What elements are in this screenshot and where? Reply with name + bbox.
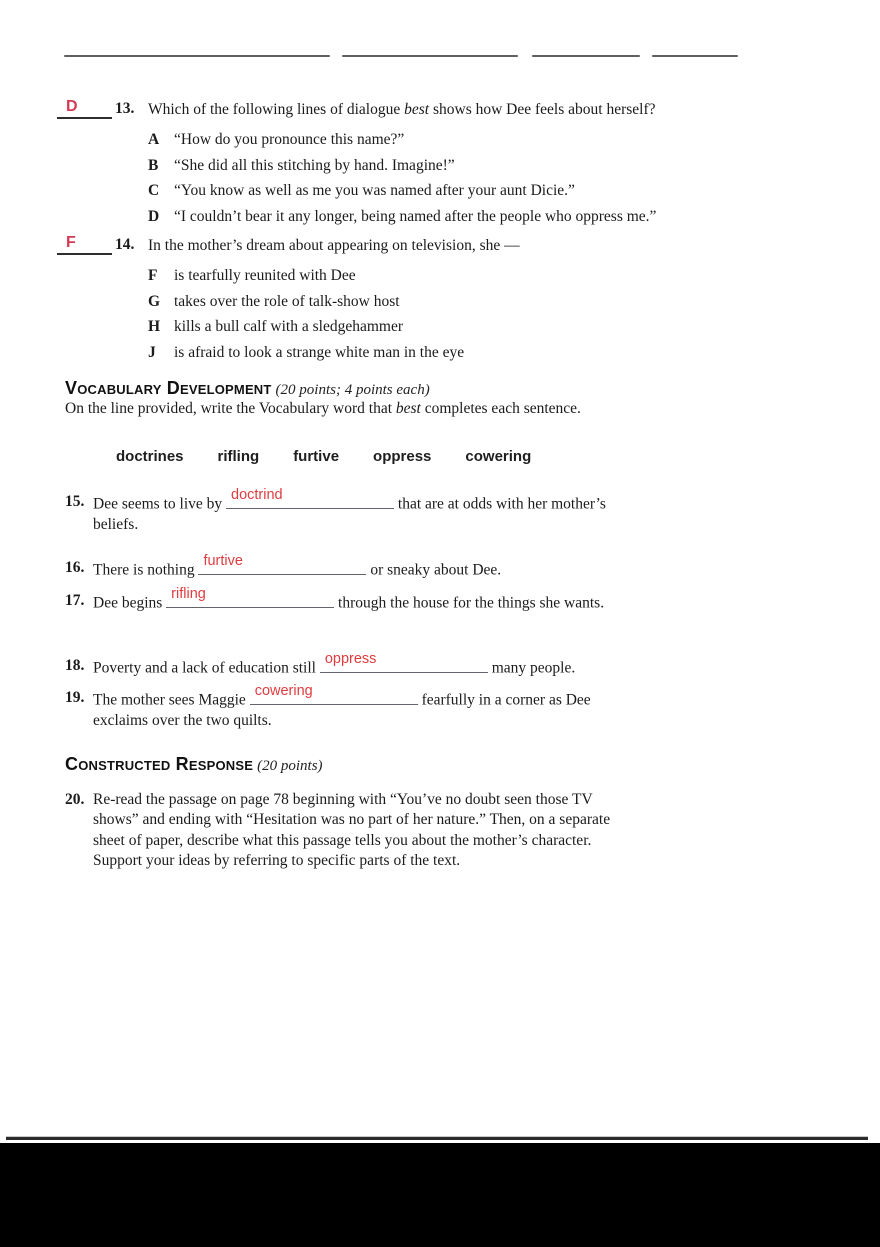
sentence-text: that are at odds with her mother’s beliefs. — [93, 495, 606, 533]
answer-letter-q14: F — [66, 234, 76, 251]
cr-heading-text: Constructed Response — [65, 754, 254, 774]
cr-points: (20 points) — [257, 758, 323, 774]
option-j — [148, 340, 520, 366]
word-bank-rifling: rifling — [217, 448, 260, 465]
option-text: is afraid to look a strange white man in the eye — [174, 343, 465, 361]
word-bank-cowering: cowering — [465, 448, 532, 465]
question-14 — [57, 231, 857, 365]
sentence-text: many people. — [487, 659, 576, 677]
header-blank-line-2[interactable] — [342, 55, 518, 57]
option-letter: C — [148, 182, 160, 200]
option-b — [148, 153, 656, 179]
option-text: “You know as well as me you was named after your aunt Dicie.” — [174, 182, 575, 200]
option-d — [148, 204, 656, 230]
word-bank-oppress: oppress — [373, 448, 432, 465]
vocab-points: (20 points; 4 points each) — [275, 382, 430, 398]
vocab-answer-blank-16[interactable] — [198, 553, 366, 575]
option-letter: J — [148, 343, 156, 361]
option-g — [148, 289, 520, 315]
instruction-text: completes each sentence. — [420, 400, 581, 417]
sentence — [93, 487, 608, 536]
sentence-text: The mother sees Maggie — [93, 691, 250, 709]
vocab-question-16 — [65, 553, 608, 581]
option-letter: B — [148, 156, 159, 174]
vocab-answer-text: rifling — [171, 586, 206, 602]
vocab-answer-text: cowering — [254, 683, 313, 699]
vocab-answer-blank-15[interactable] — [226, 487, 394, 509]
stem-text: In the mother’s dream about appearing on television, she — — [148, 237, 520, 254]
footer-divider-rule — [6, 1136, 868, 1140]
question-number: 16. — [65, 559, 85, 576]
question-number: 18. — [65, 657, 85, 674]
option-text: is tearfully reunited with Dee — [174, 267, 356, 284]
word-bank — [116, 448, 531, 465]
option-letter: A — [148, 131, 160, 148]
vocab-answer-blank-19[interactable] — [250, 683, 418, 705]
sentence-text: fearfully in a corner as Dee exclaims over the two quilts. — [93, 691, 591, 729]
sentence-text: or sneaky about Dee. — [366, 561, 502, 579]
sentence-text: through the house for the things she wants. — [334, 594, 605, 612]
header-blank-line-3[interactable] — [532, 55, 640, 57]
vocab-answer-text: furtive — [203, 553, 243, 569]
vocab-answer-text: doctrind — [231, 487, 283, 503]
question-20 — [65, 790, 613, 871]
sentence — [93, 553, 608, 581]
vocab-question-19 — [65, 683, 608, 732]
header-blank-line-1[interactable] — [64, 55, 330, 57]
option-letter: H — [148, 318, 161, 336]
stem-italic-word: best — [404, 101, 430, 118]
options-list — [148, 263, 520, 365]
option-text: “I couldn’t bear it any longer, being named after the people who oppress me.” — [174, 207, 657, 225]
answer-blank-q13[interactable] — [57, 95, 112, 119]
option-text: kills a bull calf with a sledgehammer — [174, 318, 403, 336]
sentence-text: There is nothing — [93, 561, 199, 579]
option-text: “How do you pronounce this name?” — [174, 131, 405, 148]
question-stem — [148, 100, 656, 120]
vocab-section-heading — [65, 378, 430, 399]
sentence — [93, 651, 608, 679]
question-number: 20. — [65, 791, 85, 808]
word-bank-furtive: furtive — [293, 448, 340, 465]
stem-text: Which of the following lines of dialogue — [148, 101, 405, 118]
vocab-question-17 — [65, 586, 608, 614]
sentence-text: Dee begins — [93, 594, 167, 612]
vocab-question-15 — [65, 487, 608, 536]
constructed-response-heading — [65, 754, 323, 775]
question-number: 13. — [115, 100, 135, 117]
options-list — [148, 127, 656, 229]
option-f — [148, 263, 520, 289]
sentence-text: Poverty and a lack of education still — [93, 659, 320, 677]
instruction-italic-word: best — [395, 400, 421, 417]
question-number: 14. — [115, 236, 135, 253]
option-letter: F — [148, 267, 158, 284]
answer-blank-q14[interactable] — [57, 231, 112, 255]
vocab-answer-blank-18[interactable] — [320, 651, 488, 673]
option-text: “She did all this stitching by hand. Imagine!” — [174, 156, 455, 174]
vocab-heading-text: Vocabulary Development — [65, 378, 272, 398]
question-number: 17. — [65, 592, 85, 609]
stem-text: shows how Dee feels about herself? — [429, 101, 656, 118]
option-a — [148, 127, 656, 153]
question-number: 15. — [65, 493, 85, 510]
sentence-text: Dee seems to live by — [93, 495, 227, 513]
header-blank-lines — [64, 55, 738, 57]
instruction-text: On the line provided, write the Vocabulary word that — [65, 400, 396, 417]
option-text: takes over the role of talk-show host — [174, 292, 400, 310]
question-stem — [148, 236, 520, 256]
header-blank-line-4[interactable] — [652, 55, 738, 57]
vocab-answer-text: oppress — [324, 651, 377, 667]
question-13 — [57, 95, 857, 229]
word-bank-doctrines: doctrines — [116, 448, 184, 465]
option-letter: G — [148, 292, 161, 310]
vocab-question-18 — [65, 651, 608, 679]
option-letter: D — [148, 207, 160, 225]
question-text: Re-read the passage on page 78 beginning with “You’ve no doubt seen those TV shows” and ending with “Hesitation was no part of her nature.” Then, on a separate sheet of paper, describe what this passage tells you about the mother’s character. Support your ideas by referring to specific parts of the text. — [93, 791, 611, 869]
sentence — [93, 586, 608, 614]
answer-letter-q13: D — [66, 98, 78, 115]
vocab-answer-blank-17[interactable] — [166, 586, 334, 608]
sentence — [93, 683, 608, 732]
option-h — [148, 314, 520, 340]
footer-black-band — [0, 1143, 880, 1247]
vocab-instruction — [65, 399, 685, 419]
question-number: 19. — [65, 689, 85, 706]
option-c — [148, 178, 656, 204]
